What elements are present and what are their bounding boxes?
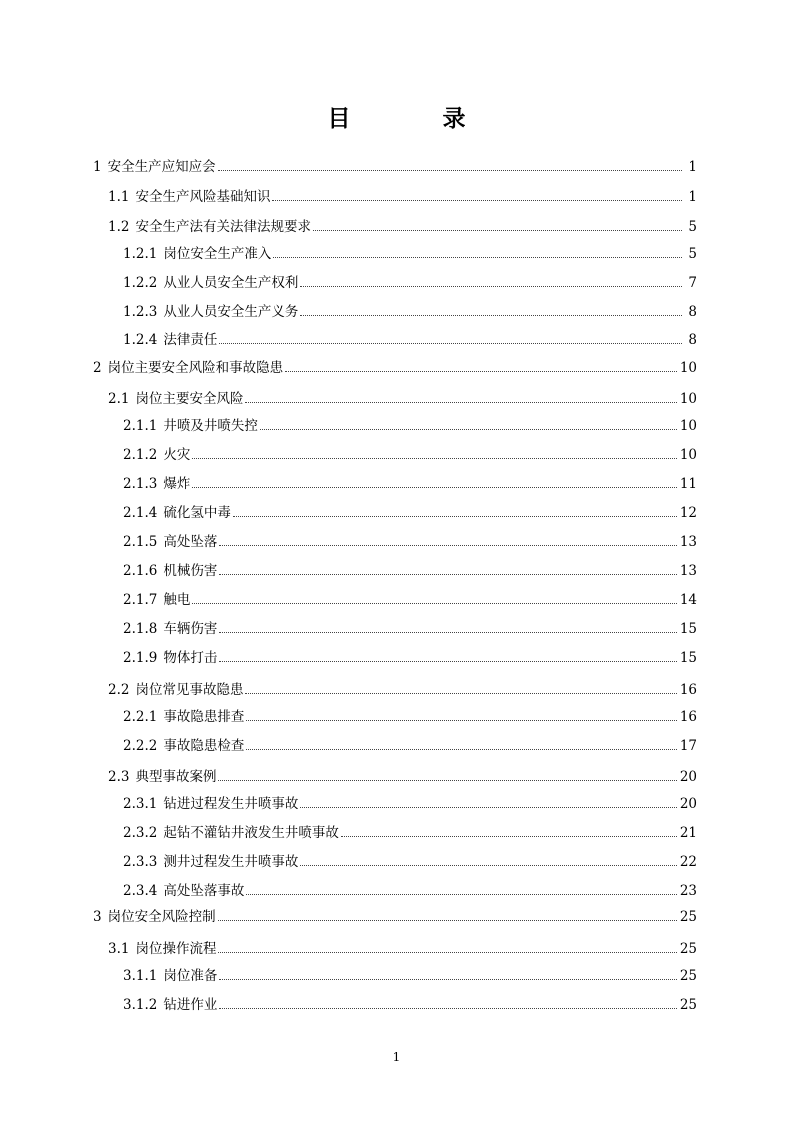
toc-entry[interactable] [123, 964, 697, 984]
dot-leader [218, 952, 676, 953]
toc-entry-page: 10 [679, 360, 697, 376]
toc-entry-number: 2 [93, 360, 102, 376]
toc-entry[interactable] [123, 242, 697, 262]
toc-entry[interactable] [123, 792, 697, 812]
toc-entry-page: 22 [679, 854, 697, 870]
dot-leader [219, 661, 676, 662]
toc-entry-number: 2.1 [108, 391, 130, 407]
toc-entry-number: 1.1 [108, 189, 130, 205]
toc-entry-number: 2.1.6 [123, 563, 158, 579]
toc-entry-title: 机械伤害 [163, 563, 218, 579]
toc-entry-title: 岗位准备 [163, 968, 218, 984]
toc-entry[interactable] [123, 271, 697, 291]
toc-entry[interactable] [123, 879, 697, 899]
toc-entry-title: 火灾 [163, 447, 191, 463]
dot-leader [246, 749, 676, 750]
toc-entry-page: 13 [679, 534, 697, 550]
toc-entry-number: 3.1.2 [123, 997, 158, 1013]
toc-entry[interactable] [123, 617, 697, 637]
toc-entry-title: 高处坠落事故 [163, 883, 245, 899]
toc-entry-title: 岗位主要安全风险和事故隐患 [107, 360, 284, 376]
dot-leader [219, 1008, 676, 1009]
toc-entry-title: 从业人员安全生产义务 [163, 304, 299, 320]
toc-entry-page: 1 [688, 159, 697, 175]
toc-entry-title: 从业人员安全生产权利 [163, 275, 299, 291]
toc-entry[interactable] [123, 530, 697, 550]
toc-entry[interactable] [108, 215, 697, 235]
toc-entry-page: 15 [679, 621, 697, 637]
toc-entry[interactable] [123, 501, 697, 521]
toc-entry-page: 15 [679, 650, 697, 666]
toc-title: 目 录 [327, 105, 508, 132]
toc-entry-title: 事故隐患排查 [163, 709, 245, 725]
dot-leader [218, 170, 682, 171]
toc-entry-title: 起钻不灌钻井液发生井喷事故 [163, 825, 339, 841]
toc-entry-page: 25 [679, 968, 697, 984]
toc-entry[interactable] [123, 328, 697, 348]
dot-leader [285, 371, 677, 372]
toc-entry[interactable] [108, 678, 697, 698]
toc-entry[interactable] [108, 937, 697, 957]
toc-entry-page: 5 [688, 219, 697, 235]
toc-entry-title: 岗位安全风险控制 [107, 909, 216, 925]
dot-leader [219, 343, 682, 344]
toc-entry[interactable] [123, 993, 697, 1013]
dot-leader [260, 429, 677, 430]
toc-entry[interactable] [123, 559, 697, 579]
toc-entry-title: 安全生产应知应会 [107, 159, 216, 175]
toc-entry-page: 8 [688, 332, 697, 348]
toc-entry-number: 1.2.3 [123, 304, 158, 320]
toc-entry[interactable] [123, 588, 697, 608]
toc-entry-title: 岗位常见事故隐患 [135, 682, 244, 698]
toc-entry-title: 事故隐患检查 [163, 738, 245, 754]
dot-leader [313, 230, 682, 231]
toc-entry-page: 16 [679, 682, 697, 698]
dot-leader [192, 458, 676, 459]
dot-leader [245, 693, 676, 694]
toc-entry-title: 井喷及井喷失控 [163, 418, 258, 434]
dot-leader [219, 632, 676, 633]
toc-entry-number: 2.3.4 [123, 883, 158, 899]
toc-entry-number: 2.1.4 [123, 505, 158, 521]
toc-entry-page: 17 [679, 738, 697, 754]
toc-entry[interactable] [93, 155, 697, 175]
toc-entry-title: 爆炸 [163, 476, 191, 492]
toc-entry[interactable] [108, 185, 697, 205]
dot-leader [300, 315, 682, 316]
toc-entry[interactable] [108, 765, 697, 785]
toc-entry[interactable] [123, 821, 697, 841]
toc-entry[interactable] [93, 356, 697, 376]
toc-entry-title: 安全生产法有关法律法规要求 [135, 219, 311, 235]
dot-leader [300, 807, 676, 808]
dot-leader [233, 516, 677, 517]
toc-entry-page: 1 [688, 189, 697, 205]
dot-leader [341, 836, 677, 837]
toc-entry[interactable] [123, 300, 697, 320]
dot-leader [246, 720, 676, 721]
toc-entry-number: 2.3.2 [123, 825, 158, 841]
toc-entry[interactable] [108, 387, 697, 407]
toc-entry-number: 1.2.2 [123, 275, 158, 291]
toc-entry-page: 7 [688, 275, 697, 291]
toc-entry-number: 2.3.1 [123, 796, 158, 812]
toc-entry[interactable] [123, 705, 697, 725]
toc-entry-number: 3.1 [108, 941, 130, 957]
dot-leader [300, 286, 682, 287]
toc-entry-page: 11 [679, 476, 697, 492]
toc-entry[interactable] [123, 850, 697, 870]
toc-entry-title: 钻进过程发生井喷事故 [163, 796, 299, 812]
toc-entry-title: 高处坠落 [163, 534, 218, 550]
toc-entry-title: 钻进作业 [163, 997, 218, 1013]
toc-entry-number: 2.1.9 [123, 650, 158, 666]
toc-entry-number: 3 [93, 909, 102, 925]
toc-entry-number: 2.2.1 [123, 709, 158, 725]
toc-entry[interactable] [123, 443, 697, 463]
toc-entry-page: 25 [679, 997, 697, 1013]
toc-entry-title: 测井过程发生井喷事故 [163, 854, 299, 870]
toc-entry-number: 2.1.2 [123, 447, 158, 463]
toc-entry-number: 2.2.2 [123, 738, 158, 754]
toc-entry-number: 2.3 [108, 769, 130, 785]
toc-entry[interactable] [93, 905, 697, 925]
toc-entry-title: 硫化氢中毒 [163, 505, 231, 521]
dot-leader [219, 545, 676, 546]
toc-entry-page: 16 [679, 709, 697, 725]
toc-entry[interactable] [123, 472, 697, 492]
toc-entry-page: 21 [679, 825, 697, 841]
dot-leader [273, 257, 682, 258]
toc-entry-number: 2.2 [108, 682, 130, 698]
dot-leader [245, 402, 676, 403]
toc-entry-page: 12 [679, 505, 697, 521]
dot-leader [246, 894, 676, 895]
toc-entry-number: 3.1.1 [123, 968, 158, 984]
toc-entry-page: 14 [679, 592, 697, 608]
toc-entry-number: 2.1.7 [123, 592, 158, 608]
dot-leader [219, 979, 676, 980]
toc-entry-page: 25 [679, 909, 697, 925]
toc-entry-page: 10 [679, 418, 697, 434]
toc-entry-number: 2.3.3 [123, 854, 158, 870]
toc-entry-number: 2.1.5 [123, 534, 158, 550]
toc-entry-page: 13 [679, 563, 697, 579]
toc-entry-title: 物体打击 [163, 650, 218, 666]
toc-entry-number: 1.2 [108, 219, 130, 235]
page-number: 1 [392, 1050, 401, 1064]
toc-entry-page: 23 [679, 883, 697, 899]
toc-entry-title: 岗位操作流程 [135, 941, 217, 957]
toc-entry-title: 法律责任 [163, 332, 218, 348]
toc-entry-number: 2.1.8 [123, 621, 158, 637]
toc-entry-page: 25 [679, 941, 697, 957]
toc-entry[interactable] [123, 414, 697, 434]
toc-entry[interactable] [123, 734, 697, 754]
toc-entry-page: 20 [679, 796, 697, 812]
dot-leader [218, 780, 676, 781]
toc-entry-number: 2.1.1 [123, 418, 158, 434]
toc-entry-number: 1.2.1 [123, 246, 158, 262]
toc-entry-page: 10 [679, 447, 697, 463]
dot-leader [272, 200, 682, 201]
dot-leader [192, 603, 676, 604]
toc-entry-title: 岗位主要安全风险 [135, 391, 244, 407]
toc-entry-page: 20 [679, 769, 697, 785]
toc-entry-number: 1.2.4 [123, 332, 158, 348]
toc-entry-number: 1 [93, 159, 102, 175]
dot-leader [219, 574, 676, 575]
toc-entry-page: 8 [688, 304, 697, 320]
toc-entry-page: 10 [679, 391, 697, 407]
toc-entry-title: 触电 [163, 592, 191, 608]
toc-entry[interactable] [123, 646, 697, 666]
toc-entry-page: 5 [688, 246, 697, 262]
toc-entry-title: 车辆伤害 [163, 621, 218, 637]
dot-leader [192, 487, 676, 488]
toc-entry-title: 典型事故案例 [135, 769, 217, 785]
dot-leader [300, 865, 676, 866]
toc-entry-title: 岗位安全生产准入 [163, 246, 272, 262]
dot-leader [218, 920, 677, 921]
toc-entry-number: 2.1.3 [123, 476, 158, 492]
toc-entry-title: 安全生产风险基础知识 [135, 189, 271, 205]
